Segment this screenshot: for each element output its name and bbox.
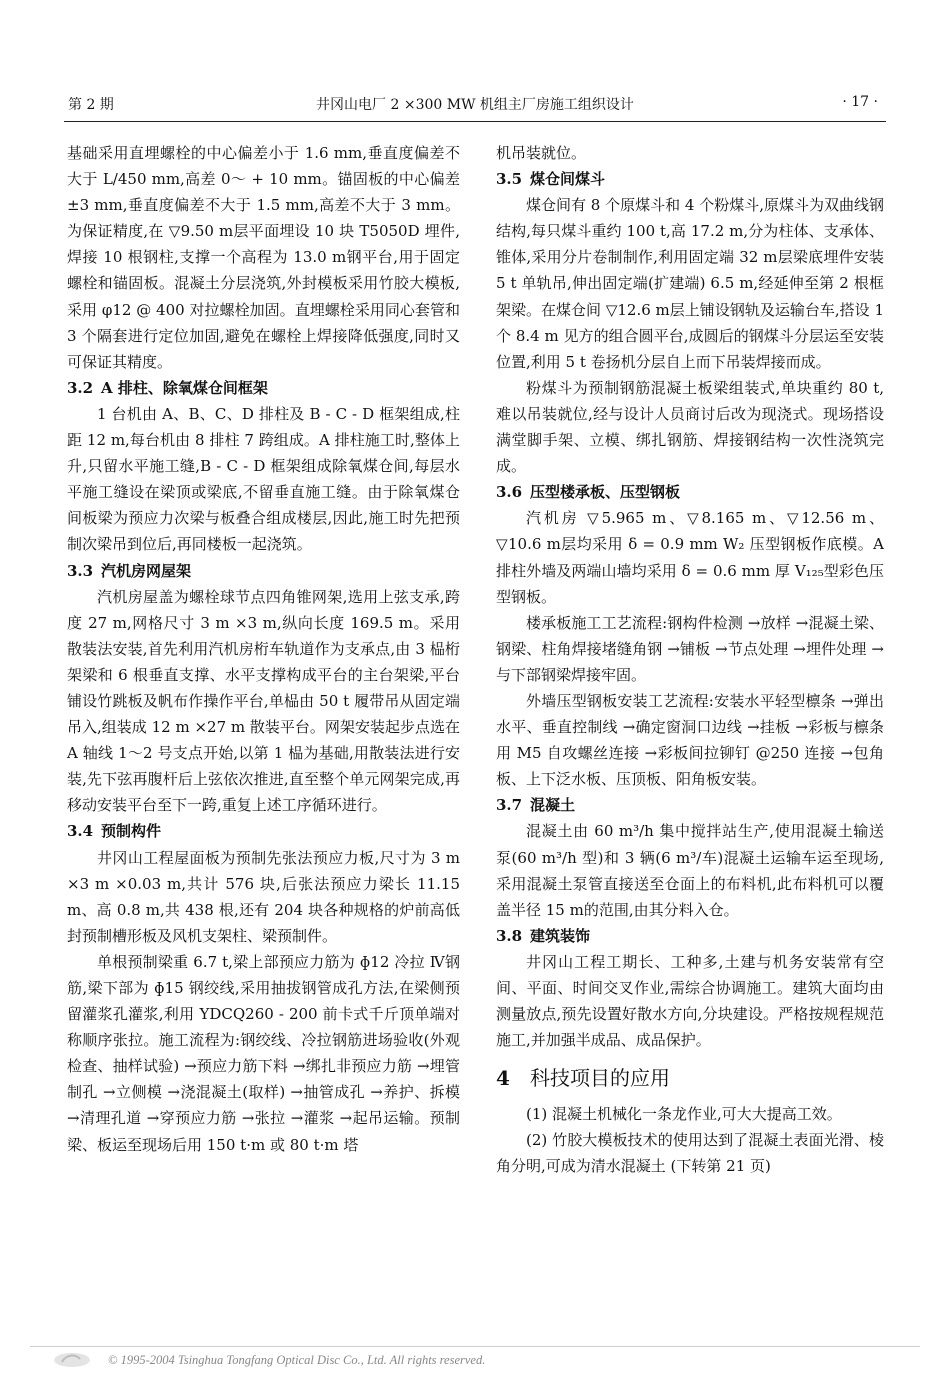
body-paragraph: 井冈山工程屋面板为预制先张法预应力板,尺寸为 3 m ×3 m ×0.03 m,共计 576 块,后张法预应力梁长 11.15 m、高 0.8 m,共 438 根,还有 204 块各种规格的炉前高低封预制槽形板及风机支架柱、梁预制件。 xyxy=(67,848,460,945)
heading-text: A 排柱、除氧煤仓间框架 xyxy=(101,378,268,397)
body-paragraph: 机吊装就位。 xyxy=(496,144,587,162)
body-paragraph: (2) 竹胶大模板技术的使用达到了混凝土表面光滑、棱角分明,可成为清水混凝土 (下转第 21 页) xyxy=(496,1131,884,1176)
subsection-heading xyxy=(496,792,884,818)
issue-number: 第 2 期 xyxy=(68,97,114,113)
body-paragraph: 楼承板施工工艺流程:钢构件检测 →放样 →混凝土梁、钢梁、柱角焊接堵缝角钢 →铺板 →节点处理 →埋件处理 →与下部钢梁焊接牢固。 xyxy=(496,613,884,684)
subsection-heading xyxy=(496,166,884,192)
subsection-heading xyxy=(496,479,884,505)
heading-text: 建筑装饰 xyxy=(530,926,591,945)
body-paragraph: 煤仓间有 8 个原煤斗和 4 个粉煤斗,原煤斗为双曲线钢结构,每只煤斗重约 100 t,高 17.2 m,分为柱体、支承体、锥体,采用分片卷制制作,利用固定端 32 m层梁底埋件安装 5 t 单轨吊,伸出固定端(扩建端) 6.5 m,经延伸至第 2 根框架梁。在煤仓间 ▽12.6 m层上铺设钢轨及运输台车,搭设 1 个 8.4 m 见方的组合圆平台,成圆后的钢煤斗分层运至安装位置,利用 5 t 卷扬机分层自上而下吊装焊接而成。 xyxy=(496,196,884,371)
body-paragraph: (1) 混凝土机械化一条龙作业,可大大提高工效。 xyxy=(526,1105,842,1124)
body-paragraph: 粉煤斗为预制钢筋混凝土板梁组装式,单块重约 80 t,难以吊装就位,经与设计人员商讨后改为现浇式。现场搭设满堂脚手架、立模、绑扎钢筋、焊接钢结构一次性浇筑完成。 xyxy=(496,378,884,476)
body-paragraph: 汽机房屋盖为螺栓球节点四角锥网架,选用上弦支承,跨度 27 m,网格尺寸 3 m ×3 m,纵向长度 169.5 m。采用散装法安装,首先利用汽机房桁车轨道作为支承点,由 3 榀桁架梁和 6 根垂直支撑、水平支撑构成平台的主台架梁,平台铺设竹跳板及帆布作操作平台,单榀由 50 t 履带吊从固定端吊入,组装成 12 m ×27 m 散装平台。网架安装起步点选在 A 轴线 1～2 号支点开始,以第 1 榀为基础,用散装法进行安装,先下弦再腹杆后上弦依次推进,直至整个单元网架完成,再移动安装平台至下一跨,重复上述工序循环进行。 xyxy=(67,587,460,815)
heading-number: 3.4 xyxy=(67,822,94,841)
heading-text: 混凝土 xyxy=(530,796,576,815)
heading-number: 3.7 xyxy=(496,796,523,815)
subsection-heading xyxy=(67,375,460,401)
heading-text: 预制构件 xyxy=(101,822,162,841)
heading-number: 3.8 xyxy=(496,926,523,945)
section-heading xyxy=(496,1063,884,1093)
subsection-heading xyxy=(67,818,460,844)
publisher-logo-icon xyxy=(50,1350,94,1370)
body-paragraph: 1 台机由 A、B、C、D 排柱及 B - C - D 框架组成,柱距 12 m,每台机由 8 排柱 7 跨组成。A 排柱施工时,整体上升,只留水平施工缝,B - C - D 框架组成除氧煤仓间,每层水平施工缝设在梁顶或梁底,不留垂直施工缝。由于除氧煤仓间板梁为预应力次梁与板叠合组成楼层,因此,施工时先把预制次梁吊到位后,再同楼板一起浇筑。 xyxy=(67,404,460,554)
heading-number: 3.6 xyxy=(496,483,523,502)
heading-number: 3.3 xyxy=(67,561,94,580)
heading-text: 压型楼承板、压型钢板 xyxy=(530,483,681,502)
body-paragraph: 混凝土由 60 m³/h 集中搅拌站生产,使用混凝土输送泵(60 m³/h 型)和 3 辆(6 m³/车)混凝土运输车运至现场,采用混凝土泵管直接送至仓面上的布料机,此布料机可以覆盖半径 15 m的范围,由其分料入仓。 xyxy=(496,822,884,919)
header-rule xyxy=(64,121,886,122)
body-paragraph: 外墙压型钢板安装工艺流程:安装水平轻型檩条 →弹出水平、垂直控制线 →确定窗洞口边线 →挂板 →彩板与檩条用 M5 自攻螺丝连接 →彩板间拉铆钉 @250 连接 →包角板、上下泛水板、压顶板、阳角板安装。 xyxy=(496,691,884,789)
heading-number: 3.5 xyxy=(496,170,523,189)
heading-number: 4 xyxy=(496,1066,510,1091)
right-column xyxy=(496,140,884,1180)
body-paragraph: 单根预制梁重 6.7 t,梁上部预应力筋为 ɸ12 冷拉 Ⅳ钢筋,梁下部为 ɸ15 钢绞线,采用抽拔钢管成孔方法,在梁侧预留灌浆孔灌浆,利用 YDCQ260 - 200 前卡式千斤顶单端对称顺序张拉。施工流程为:钢绞线、冷拉钢筋进场验收(外观检查、抽样试验) →预应力筋下料 →绑扎非预应力筋 →埋管制孔 →立侧模 →浇混凝土(取样) →抽管成孔 →养护、拆模 →清理孔道 →穿预应力筋 →张拉 →灌浆 →起吊运输。预制梁、板运至现场后用 150 t·m 或 80 t·m 塔 xyxy=(67,952,460,1154)
running-header xyxy=(64,94,886,118)
copyright-footer: © 1995-2004 Tsinghua Tongfang Optical Disc Co., Ltd. All rights reserved. xyxy=(108,1353,486,1367)
subsection-heading xyxy=(67,558,460,584)
heading-number: 3.2 xyxy=(67,378,94,397)
heading-text: 科技项目的应用 xyxy=(530,1066,670,1091)
running-title: 井冈山电厂 2 ×300 MW 机组主厂房施工组织设计 xyxy=(316,97,634,113)
subsection-heading xyxy=(496,923,884,949)
page-number: · 17 · xyxy=(842,94,878,110)
heading-text: 汽机房网屋架 xyxy=(101,561,192,580)
body-paragraph: 井冈山工程工期长、工种多,土建与机务安装常有空间、平面、时间交叉作业,需综合协调施工。建筑大面均由测量放点,预先设置好散水方向,分块建设。严格按规程规范施工,并加强半成品、成品保护。 xyxy=(496,952,884,1050)
body-paragraph: 基础采用直埋螺栓的中心偏差小于 1.6 mm,垂直度偏差不大于 L/450 mm,高差 0～ + 10 mm。锚固板的中心偏差 ±3 mm,垂直度偏差不大于 1.5 mm,高差不大于 3 mm。为保证精度,在 ▽9.50 m层平面埋设 10 块 T5050D 埋件,焊接 10 根钢柱,支撑一个高程为 13.0 m钢平台,用于固定螺栓和锚固板。混凝土分层浇筑,外封模板采用竹胶大模板,采用 φ12 @ 400 对拉螺栓加固。直埋螺栓采用同心套管和 3 个隔套进行定位加固,避免在螺栓上焊接降低强度,同时又可保证其精度。 xyxy=(67,144,460,371)
body-paragraph: 汽机房 ▽5.965 m、▽8.165 m、▽12.56 m、▽10.6 m层均采用 δ = 0.9 mm W₂ 压型钢板作底模。A 排柱外墙及两端山墙均采用 δ = 0.6 mm 厚 V₁₂₅型彩色压型钢板。 xyxy=(496,509,884,606)
heading-text: 煤仓间煤斗 xyxy=(530,170,606,189)
footer-rule xyxy=(30,1346,920,1347)
left-column xyxy=(67,140,460,1158)
